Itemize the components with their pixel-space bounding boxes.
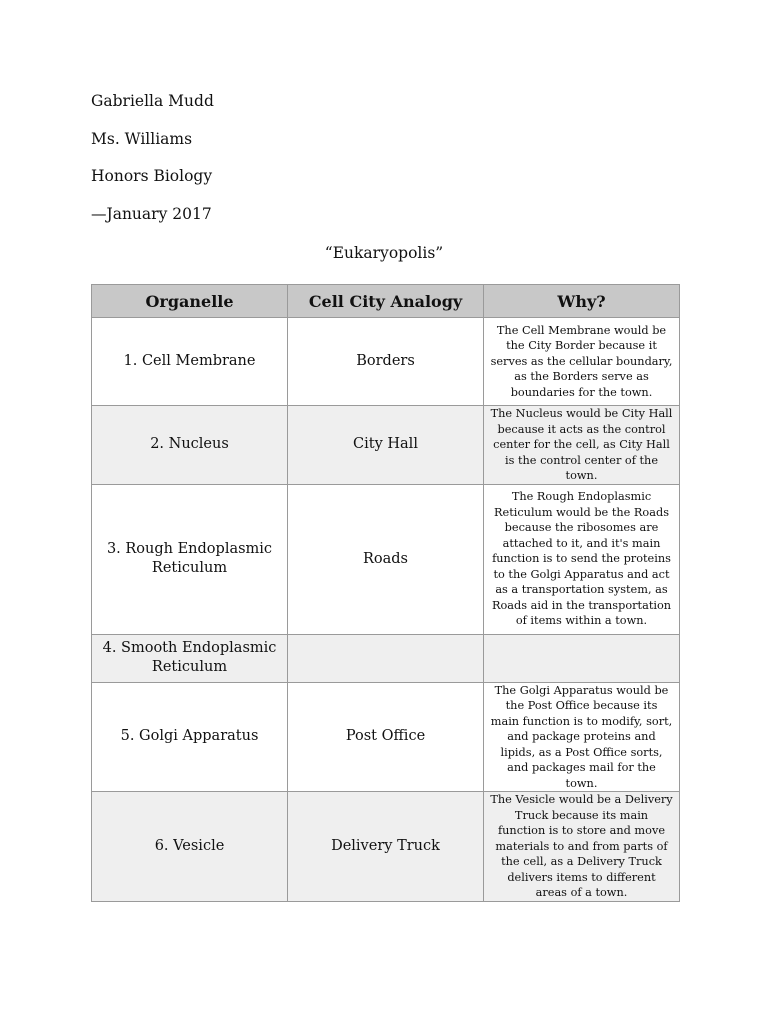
why-cell: The Vesicle would be a Delivery Truck because its main function is to store and move materials to and from parts of the cell, as a Delivery Truck delivers items to different areas of a town. [484, 792, 680, 902]
table-row [92, 792, 680, 902]
document-date: —January 2017 [91, 205, 212, 223]
table-row [92, 406, 680, 485]
document-title: “Eukaryopolis” [324, 244, 444, 262]
analogy-cell: Delivery Truck [288, 792, 484, 902]
table-row [92, 682, 680, 792]
table-row [92, 634, 680, 682]
cell-city-table [91, 284, 680, 902]
analogy-cell: City Hall [288, 406, 484, 485]
class-name: Honors Biology [91, 167, 213, 185]
organelle-cell: 2. Nucleus [92, 406, 288, 485]
teacher-name: Ms. Williams [91, 130, 193, 148]
why-cell: The Nucleus would be City Hall because it acts as the control center for the cell, as City Hall is the control center of the town. [484, 406, 680, 485]
organelle-cell: 4. Smooth Endoplasmic Reticulum [92, 634, 288, 682]
why-cell: The Rough Endoplasmic Reticulum would be the Roads because the ribosomes are attached to it, and it's main function is to send the proteins to the Golgi Apparatus and act as a transportation system, as Roads aid in the transportation of items within a town. [484, 484, 680, 634]
organelle-cell: 6. Vesicle [92, 792, 288, 902]
analogy-cell: Roads [288, 484, 484, 634]
organelle-cell: 5. Golgi Apparatus [92, 682, 288, 792]
organelle-cell: 3. Rough Endoplasmic Reticulum [92, 484, 288, 634]
why-cell: The Golgi Apparatus would be the Post Office because its main function is to modify, sort, and package proteins and lipids, as a Post Office sorts, and packages mail for the town. [484, 682, 680, 792]
table-row [92, 318, 680, 406]
analogy-cell: Post Office [288, 682, 484, 792]
why-cell: The Cell Membrane would be the City Border because it serves as the cellular boundary, as the Borders serve as boundaries for the town. [484, 318, 680, 406]
table-row [92, 484, 680, 634]
organelle-cell: 1. Cell Membrane [92, 318, 288, 406]
table-header-row [92, 285, 680, 318]
column-header-analogy: Cell City Analogy [288, 285, 484, 318]
column-header-why: Why? [484, 285, 680, 318]
column-header-organelle: Organelle [92, 285, 288, 318]
analogy-cell: Borders [288, 318, 484, 406]
student-name: Gabriella Mudd [91, 92, 214, 110]
analogy-cell [288, 634, 484, 682]
why-cell [484, 634, 680, 682]
